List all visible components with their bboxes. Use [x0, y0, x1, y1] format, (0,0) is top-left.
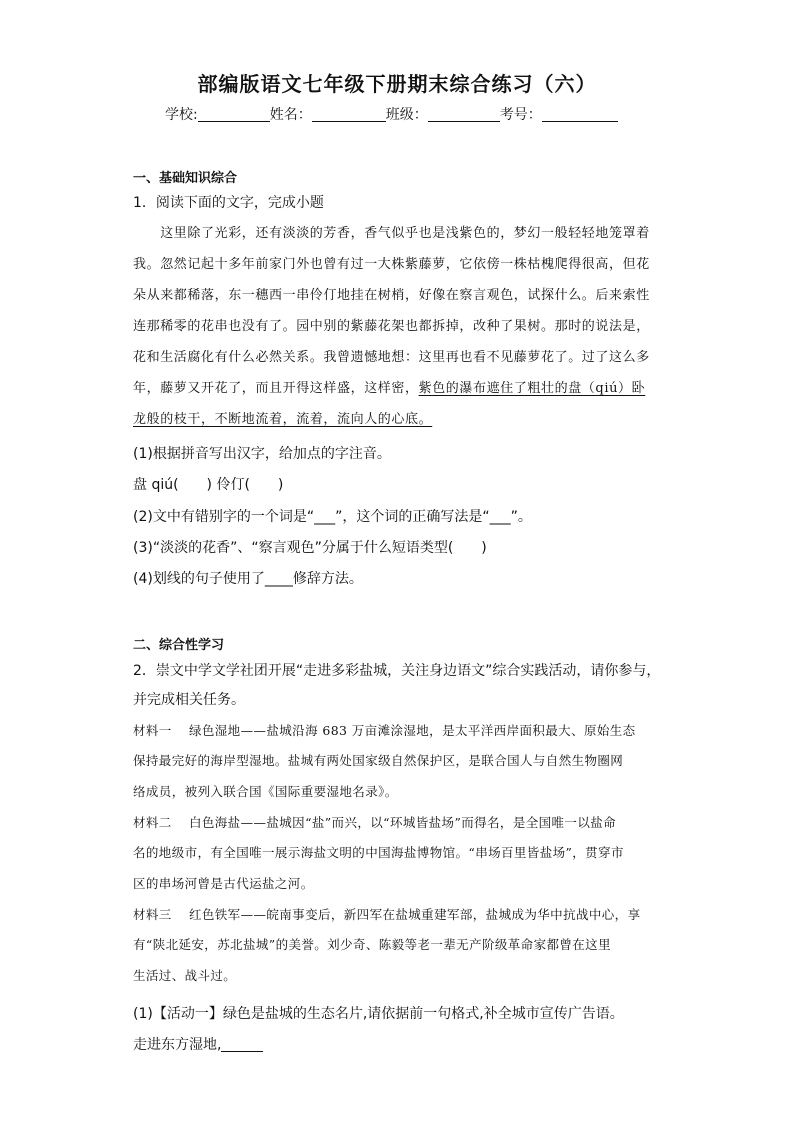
section-heading-basic: 一、基础知识综合 [133, 171, 238, 186]
material-line: 保持最完好的海岸型湿地。盐城有两处国家级自然保护区，是联合国人与自然生物圈网 [133, 753, 624, 768]
material-line: 材料三 红色铁军——皖南事变后，新四军在盐城重建军部，盐城成为华中抗战中心，享 [133, 907, 641, 922]
sub-question-1: (1)根据拼音写出汉字，给加点的字注音。 [133, 446, 391, 462]
passage-line: 花和生活腐化有什么必然关系。我曾遗憾地想：这里再也看不见藤萝花了。过了这么多 [133, 350, 650, 365]
sub-question-1-answer: 盘 qiú( ) 伶仃( ) [133, 477, 284, 493]
activity-1-prompt [133, 1034, 263, 1054]
page-title: 部编版语文七年级下册期末综合练习（六） [197, 72, 597, 96]
passage-line: 我。忽然记起十多年前家门外也曾有过一大株紫藤萝，它依傍一株枯槐爬得很高，但花 [133, 257, 650, 272]
material-line: 络成员，被列入联合国《国际重要湿地名录》。 [133, 784, 398, 799]
material-line: 区的串场河曾是古代运盐之河。 [133, 876, 314, 891]
material-line: 材料一 绿色湿地——盐城沿海 683 万亩滩涂湿地，是太平洋西岸面积最大、原始生态 [133, 723, 636, 738]
material-line: 材料二 白色海盐——盐城因“盐”而兴，以“环城皆盐场”而得名，是全国唯一以盐命 [133, 815, 617, 830]
answer-blank [221, 1037, 263, 1052]
activity-1-question: (1)【活动一】绿色是盐城的生态名片,请依据前一句格式,补全城市宣传广告语。 [133, 1006, 624, 1022]
passage-line: 连那稀零的花串也没有了。园中别的紫藤花架也都拆掉，改种了果树。那时的说法是， [133, 319, 650, 334]
section-heading-comprehensive: 二、综合性学习 [133, 638, 225, 653]
underlined-sentence: 紫色的瀑布遮住了粗壮的盘（qiú）卧 [418, 381, 646, 396]
sub-question-4: (4)划线的句子使用了____修辞方法。 [133, 571, 363, 587]
question-2-line-2: 并完成相关任务。 [133, 692, 245, 708]
student-info-line [165, 104, 618, 124]
question-2-line-1: 2．崇文中学文学社团开展“走进多彩盐城，关注身边语文”综合实践活动，请你参与， [133, 663, 661, 679]
material-line: 生活过、战斗过。 [133, 968, 237, 983]
exam-no-label: 考号： [499, 107, 542, 123]
sub-question-2: (2)文中有错别字的一个词是“___”，这个词的正确写法是“___”。 [133, 509, 532, 525]
activity-1-prompt-text: 走进东方湿地, [133, 1037, 222, 1053]
reading-passage [133, 218, 661, 435]
underlined-sentence-end: 龙般的枝干，不断地流着，流着，流向人的心底。 [133, 412, 433, 427]
passage-line: 这里除了光彩，还有淡淡的芳香，香气似乎也是浅紫色的，梦幻一般轻轻地笼罩着 [133, 226, 650, 241]
material-line: 名的地级市，有全国唯一展示海盐文明的中国海盐博物馆。“串场百里皆盐场”，贯穿市 [133, 845, 624, 860]
passage-line: 年，藤萝又开花了，而且开得这样盛，这样密， [133, 381, 419, 396]
question-1-stem: 1．阅读下面的文字，完成小题 [133, 195, 324, 211]
exam-no-blank [542, 107, 618, 122]
name-blank [312, 107, 386, 122]
class-label: 班级： [385, 107, 428, 123]
sub-question-3: (3)“淡淡的花香”、“察言观色”分属于什么短语类型( ) [133, 540, 487, 556]
passage-line: 朵从来都稀落，东一穗西一串伶仃地挂在树梢，好像在察言观色，试探什么。后来索性 [133, 288, 650, 303]
passage-line-with-underline [133, 373, 661, 404]
name-label: 姓名： [269, 107, 312, 123]
material-line: 有“陕北延安，苏北盐城”的美誉。刘少奇、陈毅等老一辈无产阶级革命家都曾在这里 [133, 937, 611, 952]
class-blank [428, 107, 500, 122]
school-blank [198, 107, 270, 122]
school-label: 学校: [165, 107, 198, 123]
passage-line-underlined [133, 404, 661, 435]
